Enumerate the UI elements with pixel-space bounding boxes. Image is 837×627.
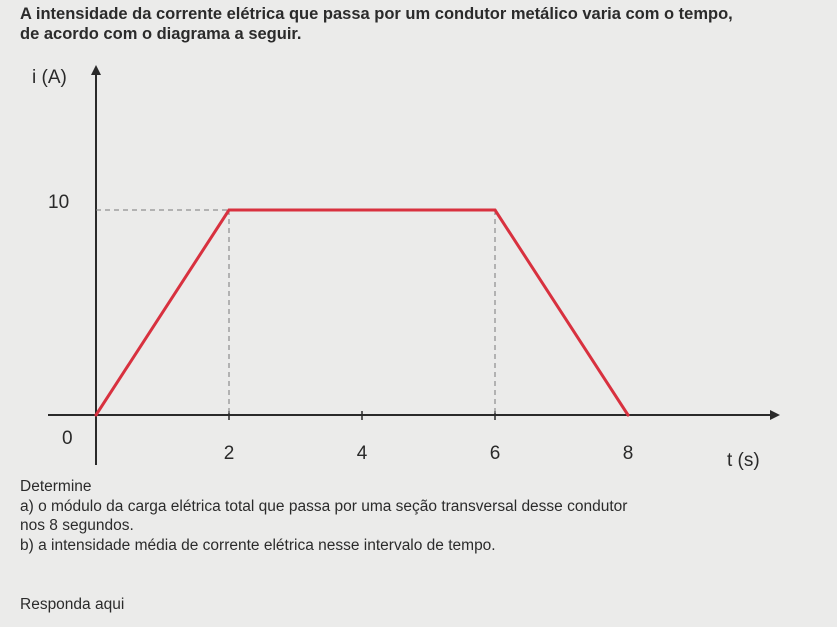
current-series-line	[96, 210, 628, 415]
y-tick-label: 10	[48, 192, 70, 213]
x-tick-label: 2	[223, 443, 235, 464]
x-tick-label: 6	[489, 443, 501, 464]
origin-label: 0	[62, 428, 73, 449]
series-point	[228, 209, 231, 212]
y-axis-label: i (A)	[32, 67, 67, 88]
series-point	[494, 209, 497, 212]
question-b: b) a intensidade média de corrente elétrica nesse intervalo de tempo.	[20, 536, 496, 554]
questions-block	[20, 477, 825, 555]
x-tick-label: 4	[356, 443, 368, 464]
problem-statement-line-1: A intensidade da corrente elétrica que passa por um condutor metálico varia com o tempo,	[20, 5, 733, 23]
series-point	[627, 414, 630, 417]
question-a: a) o módulo da carga elétrica total que passa por uma seção transversal desse condutor	[20, 497, 628, 515]
problem-statement-line-2: de acordo com o diagrama a seguir.	[20, 25, 302, 43]
x-tick-label: 8	[622, 443, 634, 464]
series-point	[95, 414, 98, 417]
answer-here-link[interactable]: Responda aqui	[20, 596, 125, 613]
questions-heading: Determine	[20, 478, 92, 495]
x-axis-label: t (s)	[727, 450, 760, 471]
question-a-continuation: nos 8 segundos.	[20, 517, 134, 534]
